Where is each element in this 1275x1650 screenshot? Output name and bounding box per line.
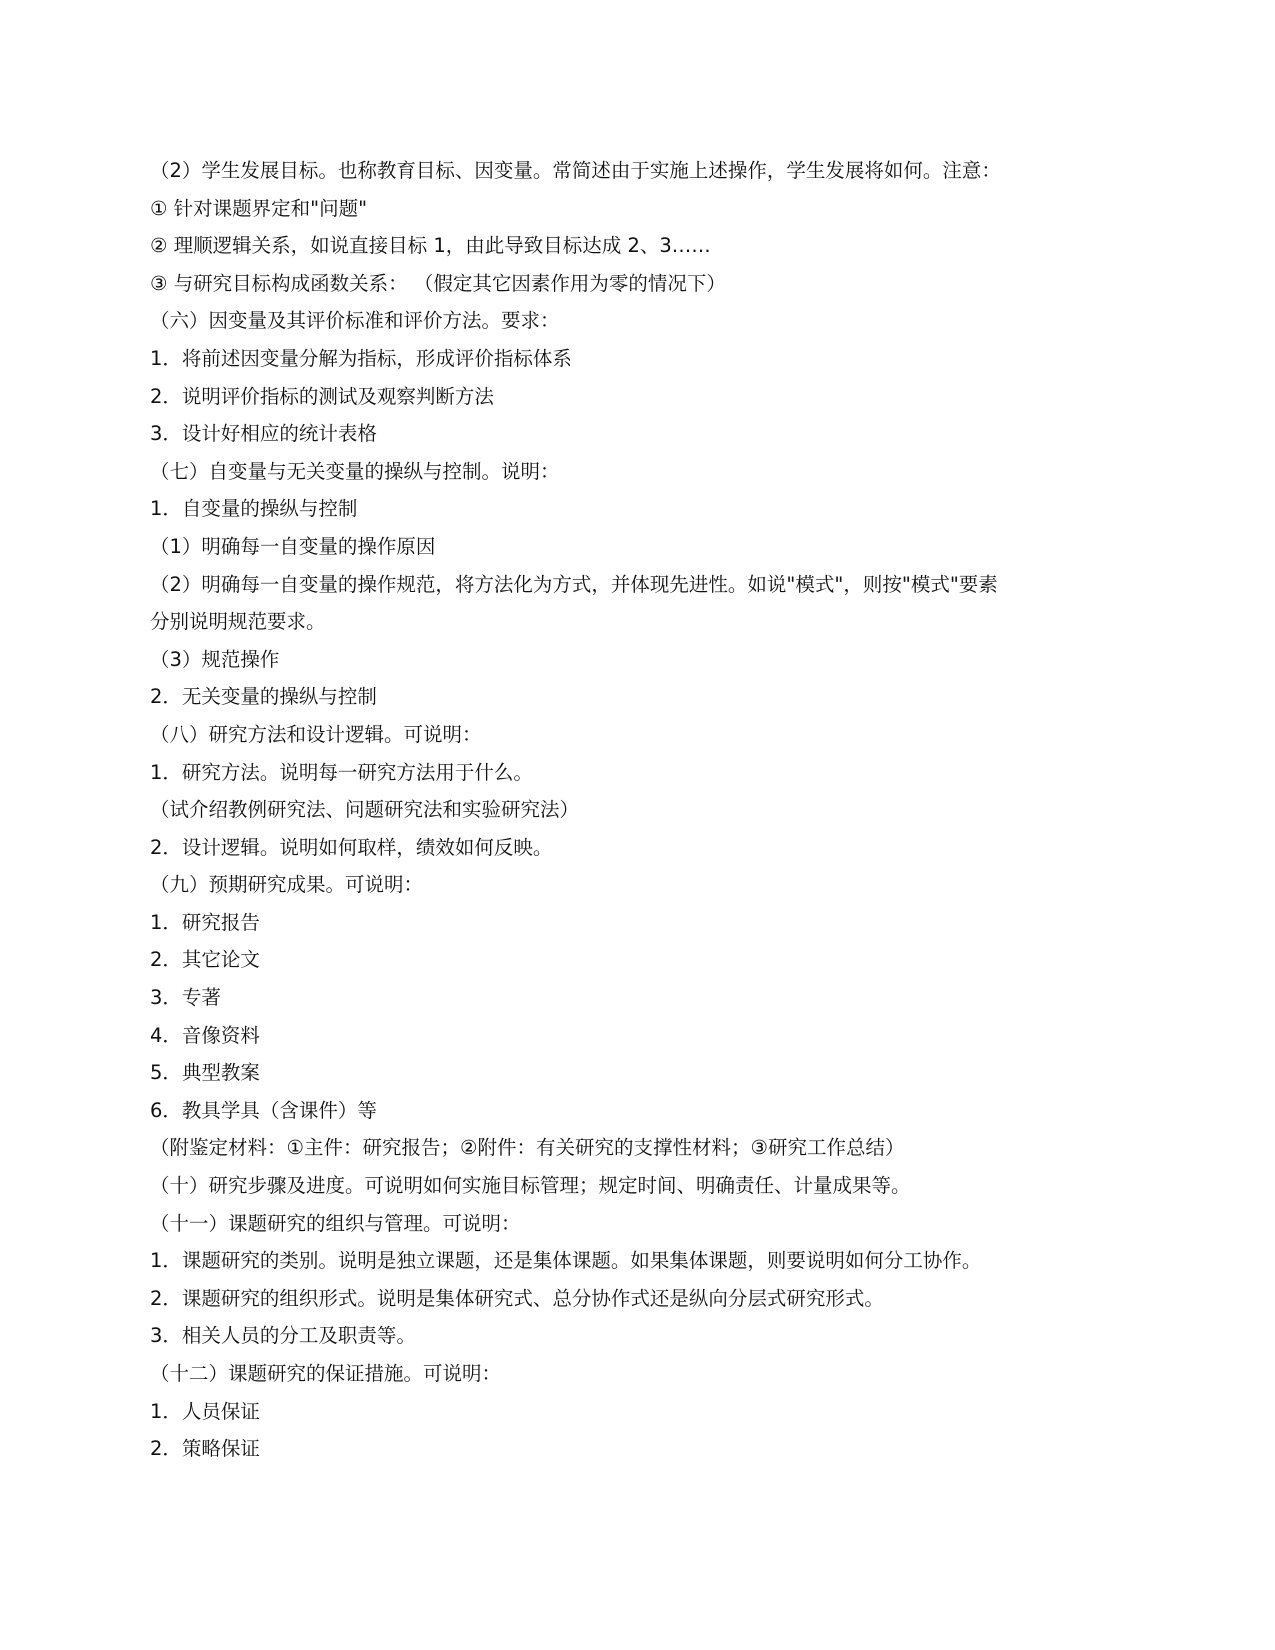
text-line: （试介绍教例研究法、问题研究法和实验研究法） — [150, 798, 580, 822]
document-body — [150, 152, 1110, 1468]
list-item: 4．音像资料 — [150, 1023, 260, 1047]
list-item: 1．课题研究的类别。说明是独立课题，还是集体课题。如果集体课题，则要说明如何分工协作。 — [150, 1249, 982, 1273]
text-line: （附鉴定材料：①主件：研究报告；②附件：有关研究的支撑性材料；③研究工作总结） — [150, 1136, 905, 1160]
list-item: 2．设计逻辑。说明如何取样，绩效如何反映。 — [150, 835, 553, 859]
section-heading: （八）研究方法和设计逻辑。可说明： — [150, 722, 482, 746]
sub-list-item: （1）明确每一自变量的操作原因 — [150, 534, 436, 558]
section-heading: （十一）课题研究的组织与管理。可说明： — [150, 1211, 521, 1235]
list-item: 2．说明评价指标的测试及观察判断方法 — [150, 384, 494, 408]
list-item: 3．设计好相应的统计表格 — [150, 422, 377, 446]
section-heading: （十二）课题研究的保证措施。可说明： — [150, 1362, 502, 1385]
section-heading: （十）研究步骤及进度。可说明如何实施目标管理；规定时间、明确责任、计量成果等。 — [150, 1174, 911, 1198]
list-item: 1．自变量的操纵与控制 — [150, 497, 358, 521]
section-heading: （九）预期研究成果。可说明： — [150, 873, 424, 897]
list-item: 2．课题研究的组织形式。说明是集体研究式、总分协作式还是纵向分层式研究形式。 — [150, 1286, 884, 1310]
section-heading: （七）自变量与无关变量的操纵与控制。说明： — [150, 459, 560, 483]
text-line: ② 理顺逻辑关系，如说直接目标 1，由此导致目标达成 2、3…… — [150, 234, 711, 258]
section-heading: （六）因变量及其评价标准和评价方法。要求： — [150, 309, 560, 333]
text-line: ① 针对课题界定和"问题" — [150, 196, 368, 220]
text-line: ③ 与研究目标构成函数关系： （假定其它因素作用为零的情况下） — [150, 271, 726, 295]
text-line: 分别说明规范要求。 — [150, 610, 326, 634]
list-item: 5．典型教案 — [150, 1061, 260, 1085]
list-item: 3．相关人员的分工及职责等。 — [150, 1324, 416, 1348]
sub-list-item: （3）规范操作 — [150, 647, 280, 671]
list-item: 2．策略保证 — [150, 1437, 260, 1461]
list-item: 2．无关变量的操纵与控制 — [150, 685, 377, 709]
list-item: 1．人员保证 — [150, 1399, 260, 1423]
list-item: 2．其它论文 — [150, 948, 260, 972]
list-item: 1．研究方法。说明每一研究方法用于什么。 — [150, 760, 533, 784]
list-item: 1．研究报告 — [150, 910, 260, 934]
list-item: 3．专著 — [150, 986, 221, 1010]
text-line: （2）学生发展目标。也称教育目标、因变量。常简述由于实施上述操作，学生发展将如何。注意： — [150, 159, 1001, 182]
sub-list-item: （2）明确每一自变量的操作规范，将方法化为方式，并体现先进性。如说"模式"，则按"模式"要素 — [150, 572, 998, 596]
list-item: 1．将前述因变量分解为指标，形成评价指标体系 — [150, 346, 572, 370]
list-item: 6．教具学具（含课件）等 — [150, 1098, 377, 1122]
